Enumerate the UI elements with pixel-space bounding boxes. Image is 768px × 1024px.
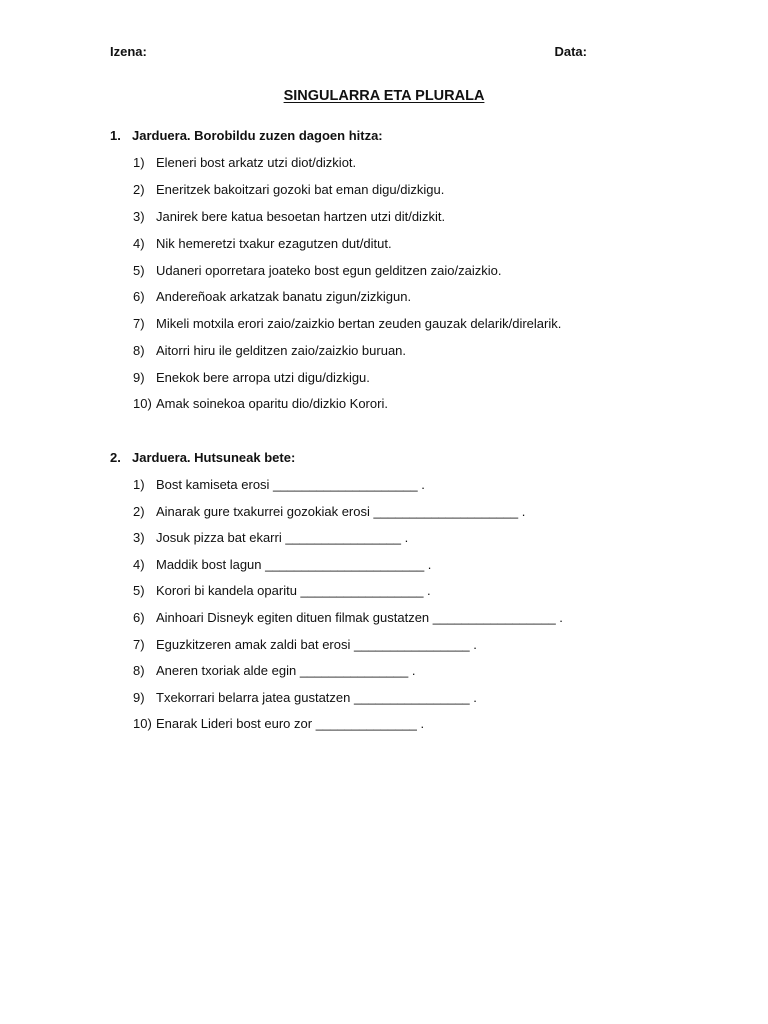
item-number: 8)	[133, 663, 145, 678]
activity2-item	[133, 583, 431, 598]
item-text: Eguzkitzeren amak zaldi bat erosi ________________ .	[156, 637, 477, 652]
item-number: 9)	[133, 370, 145, 385]
item-text: Mikeli motxila erori zaio/zaizkio bertan zeuden gauzak delarik/direlarik.	[156, 316, 562, 331]
activity2-item	[133, 530, 408, 545]
item-text: Txekorrari belarra jatea gustatzen ________________ .	[156, 690, 477, 705]
item-number: 1)	[133, 477, 145, 492]
item-number: 4)	[133, 236, 145, 251]
activity2-item	[133, 637, 477, 652]
item-number: 8)	[133, 343, 145, 358]
item-number: 7)	[133, 637, 145, 652]
activity2-item	[133, 477, 425, 492]
item-text: Eleneri bost arkatz utzi diot/dizkiot.	[156, 155, 357, 170]
page-title	[0, 88, 768, 104]
activity2-number: 2.	[110, 450, 121, 465]
item-text: Aneren txoriak alde egin _______________ .	[156, 663, 416, 678]
activity1-item	[133, 263, 501, 278]
item-number: 6)	[133, 610, 145, 625]
activity2-item	[133, 610, 563, 625]
activity1-item	[133, 209, 445, 224]
item-text: Enarak Lideri bost euro zor ______________ .	[156, 716, 425, 731]
item-text: Eneritzek bakoitzari gozoki bat eman digu/dizkigu.	[156, 182, 445, 197]
item-number: 5)	[133, 263, 145, 278]
item-number: 3)	[133, 530, 145, 545]
activity2-item	[133, 663, 416, 678]
name-label: Izena:	[110, 44, 147, 59]
date-label: Data:	[554, 44, 587, 59]
activity2-heading	[110, 450, 295, 465]
activity2-item	[133, 716, 424, 731]
item-number: 9)	[133, 690, 145, 705]
item-text: Ainarak gure txakurrei gozokiak erosi ____________________ .	[156, 504, 526, 519]
item-number: 5)	[133, 583, 145, 598]
activity1-item	[133, 236, 392, 251]
item-number: 7)	[133, 316, 145, 331]
item-number: 3)	[133, 209, 145, 224]
activity2-item	[133, 690, 477, 705]
activity1-item	[133, 155, 356, 170]
item-text: Enekok bere arropa utzi digu/dizkigu.	[156, 370, 370, 385]
activity1-heading-text: Jarduera. Borobildu zuzen dagoen hitza:	[132, 128, 383, 143]
item-text: Andereñoak arkatzak banatu zigun/zizkigun.	[156, 289, 412, 304]
item-number: 6)	[133, 289, 145, 304]
item-number: 1)	[133, 155, 145, 170]
item-number: 2)	[133, 182, 145, 197]
header-row	[110, 44, 587, 62]
item-number: 4)	[133, 557, 145, 572]
item-text: Ainhoari Disneyk egiten dituen filmak gustatzen _________________ .	[156, 610, 563, 625]
activity1-item	[133, 343, 406, 358]
item-text: Janirek bere katua besoetan hartzen utzi dit/dizkit.	[156, 209, 446, 224]
item-text: Aitorri hiru ile gelditzen zaio/zaizkio buruan.	[156, 343, 407, 358]
activity1-heading	[110, 128, 383, 143]
item-text: Josuk pizza bat ekarri ________________ .	[156, 530, 409, 545]
item-text: Korori bi kandela oparitu _________________ .	[156, 583, 431, 598]
item-text: Nik hemeretzi txakur ezagutzen dut/ditut.	[156, 236, 392, 251]
item-number: 2)	[133, 504, 145, 519]
title-text: SINGULARRA ETA PLURALA	[283, 88, 485, 104]
item-number: 10)	[133, 396, 152, 411]
item-text: Udaneri oporretara joateko bost egun gelditzen zaio/zaizkio.	[156, 263, 502, 278]
activity2-item	[133, 557, 431, 572]
activity1-item	[133, 182, 444, 197]
activity1-number: 1.	[110, 128, 121, 143]
item-text: Amak soinekoa oparitu dio/dizkio Korori.	[156, 396, 388, 411]
activity2-item	[133, 504, 525, 519]
activity1-item	[133, 289, 411, 304]
item-number: 10)	[133, 716, 152, 731]
activity1-item	[133, 396, 388, 411]
activity2-heading-text: Jarduera. Hutsuneak bete:	[132, 450, 296, 465]
activity1-item	[133, 316, 561, 331]
item-text: Maddik bost lagun ______________________ .	[156, 557, 432, 572]
activity1-item	[133, 370, 370, 385]
item-text: Bost kamiseta erosi ____________________ .	[156, 477, 425, 492]
